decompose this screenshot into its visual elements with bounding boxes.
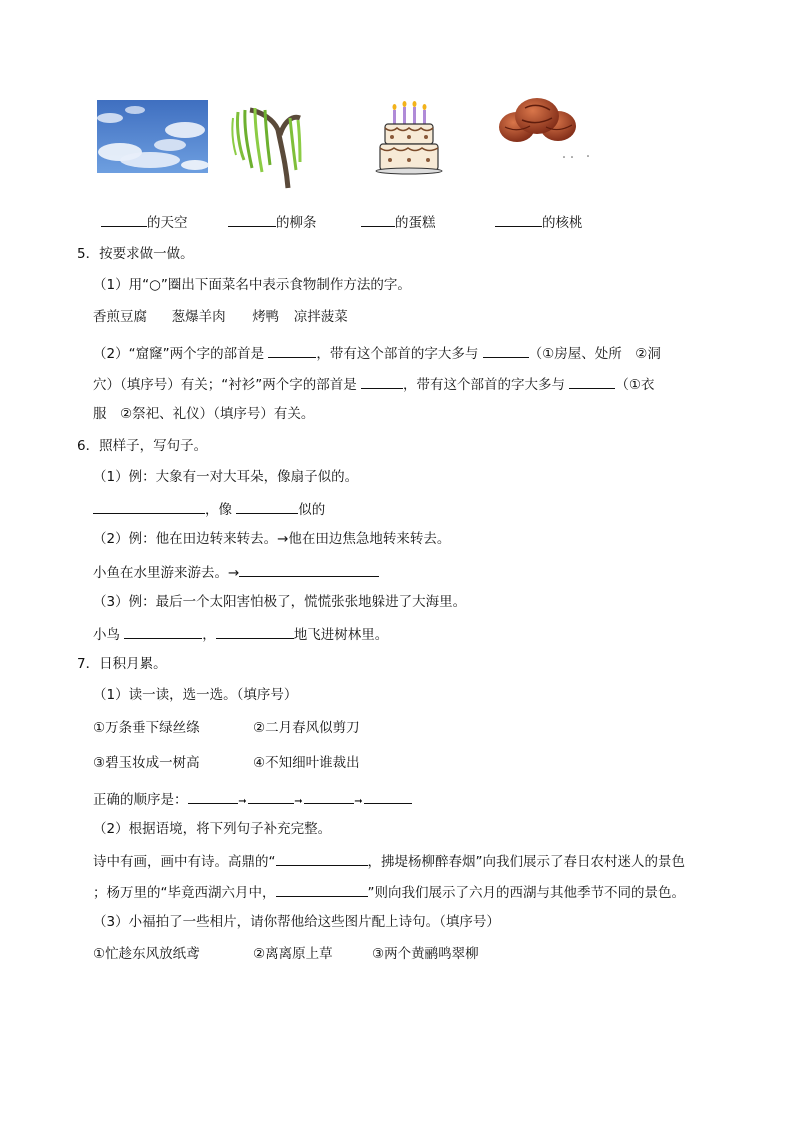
fill-row-3 bbox=[361, 211, 436, 233]
q6-title: 6．照样子，写句子。 bbox=[77, 438, 208, 454]
blank-poem-2[interactable] bbox=[276, 881, 368, 897]
fill-row-2 bbox=[228, 211, 317, 233]
blank-sky[interactable] bbox=[101, 211, 147, 227]
blank-sentence-1b[interactable] bbox=[236, 498, 298, 514]
arrow-icon: ➞ bbox=[238, 796, 247, 807]
fill-row bbox=[101, 211, 188, 233]
q7-part1: （1）读一读，选一选。（填序号） bbox=[93, 687, 298, 703]
blank-meaning-1[interactable] bbox=[483, 342, 529, 358]
q7-part2-line2: ；杨万里的“毕竟西湖六月中， ”则向我们展示了六月的西湖与其他季节不同的景色。 bbox=[93, 881, 685, 903]
arrow-icon: ➞ bbox=[294, 796, 303, 807]
q7-option-2: ②二月春风似剪刀 bbox=[253, 720, 360, 736]
blank-poem-1[interactable] bbox=[276, 850, 368, 866]
q7-part3: （3）小福拍了一些相片，请你帮他给这些图片配上诗句。（填序号） bbox=[93, 914, 500, 930]
fill-row-4 bbox=[495, 211, 583, 233]
blank-order-2[interactable] bbox=[248, 788, 294, 804]
q6-part1: （1）例：大象有一对大耳朵，像扇子似的。 bbox=[93, 469, 359, 485]
q7-option-4: ④不知细叶谁裁出 bbox=[253, 755, 360, 771]
q5-dishes bbox=[93, 307, 348, 327]
willow-image bbox=[232, 108, 300, 188]
dish-3[interactable]: 烤鸭 bbox=[252, 309, 280, 325]
q5-part2-line2: 穴）（填序号）有关；“衬衫”两个字的部首是 ，带有这个部首的字大多与 （①衣 bbox=[93, 373, 654, 395]
q7-title: 7．日积月累。 bbox=[77, 656, 167, 672]
fill-label-walnut: 的核桃 bbox=[542, 215, 583, 231]
dish-1[interactable]: 香煎豆腐 bbox=[93, 309, 147, 325]
q7-poem-3: ③两个黄鹂鸣翠柳 bbox=[372, 946, 479, 962]
q6-part3-fill: 小鸟 ， 地飞进树林里。 bbox=[93, 623, 388, 645]
pictures-row bbox=[0, 0, 794, 200]
q7-poem-2: ②离离原上草 bbox=[253, 946, 333, 962]
cake-image bbox=[376, 101, 442, 174]
fill-label-sky: 的天空 bbox=[147, 215, 188, 231]
dish-4[interactable]: 凉拌菠菜 bbox=[293, 309, 348, 325]
dish-2[interactable]: 葱爆羊肉 bbox=[171, 309, 226, 325]
blank-sentence-2[interactable] bbox=[239, 561, 379, 577]
fill-label-cake: 的蛋糕 bbox=[395, 215, 436, 231]
sky-image bbox=[97, 100, 209, 173]
q6-part1-fill: ，像 似的 bbox=[93, 498, 325, 520]
blank-order-4[interactable] bbox=[364, 788, 412, 804]
q7-option-3: ③碧玉妆成一树高 bbox=[93, 755, 200, 771]
arrow-icon: ➞ bbox=[354, 796, 363, 807]
walnut-image bbox=[499, 98, 589, 158]
blank-cake[interactable] bbox=[361, 211, 395, 227]
blank-sentence-3b[interactable] bbox=[216, 623, 294, 639]
q5-part1: （1）用“○”圈出下面菜名中表示食物制作方法的字。 bbox=[93, 277, 411, 293]
q7-poem-1: ①忙趁东风放纸鸢 bbox=[93, 946, 200, 962]
blank-meaning-2[interactable] bbox=[569, 373, 615, 389]
q6-part3: （3）例：最后一个太阳害怕极了，慌慌张张地躲进了大海里。 bbox=[93, 594, 467, 610]
q7-part2-line1: 诗中有画，画中有诗。高鼎的“ ，拂堤杨柳醉春烟”向我们展示了春日农村迷人的景色 bbox=[93, 850, 685, 872]
q5-part2-line1: （2）“窟窿”两个字的部首是 ，带有这个部首的字大多与 （①房屋、处所 ②洞 bbox=[93, 342, 661, 364]
blank-walnut[interactable] bbox=[495, 211, 542, 227]
q6-part2-fill: 小鱼在水里游来游去。→ bbox=[93, 561, 379, 583]
blank-radical-1[interactable] bbox=[268, 342, 316, 358]
blank-sentence-1a[interactable] bbox=[93, 498, 205, 514]
q5-title: 5．按要求做一做。 bbox=[77, 246, 194, 262]
q7-part2: （2）根据语境，将下列句子补充完整。 bbox=[93, 821, 332, 837]
blank-order-3[interactable] bbox=[304, 788, 354, 804]
q6-part2: （2）例：他在田边转来转去。→他在田边焦急地转来转去。 bbox=[93, 531, 451, 547]
blank-radical-2[interactable] bbox=[361, 373, 403, 389]
blank-order-1[interactable] bbox=[188, 788, 238, 804]
blank-sentence-3a[interactable] bbox=[124, 623, 202, 639]
q7-option-1: ①万条垂下绿丝绦 bbox=[93, 720, 200, 736]
q5-part2-line3: 服 ②祭祀、礼仪）（填序号）有关。 bbox=[93, 406, 315, 422]
q7-order: 正确的顺序是： ➞ ➞ ➞ bbox=[93, 788, 412, 812]
fill-label-willow: 的柳条 bbox=[276, 215, 317, 231]
blank-willow[interactable] bbox=[228, 211, 276, 227]
